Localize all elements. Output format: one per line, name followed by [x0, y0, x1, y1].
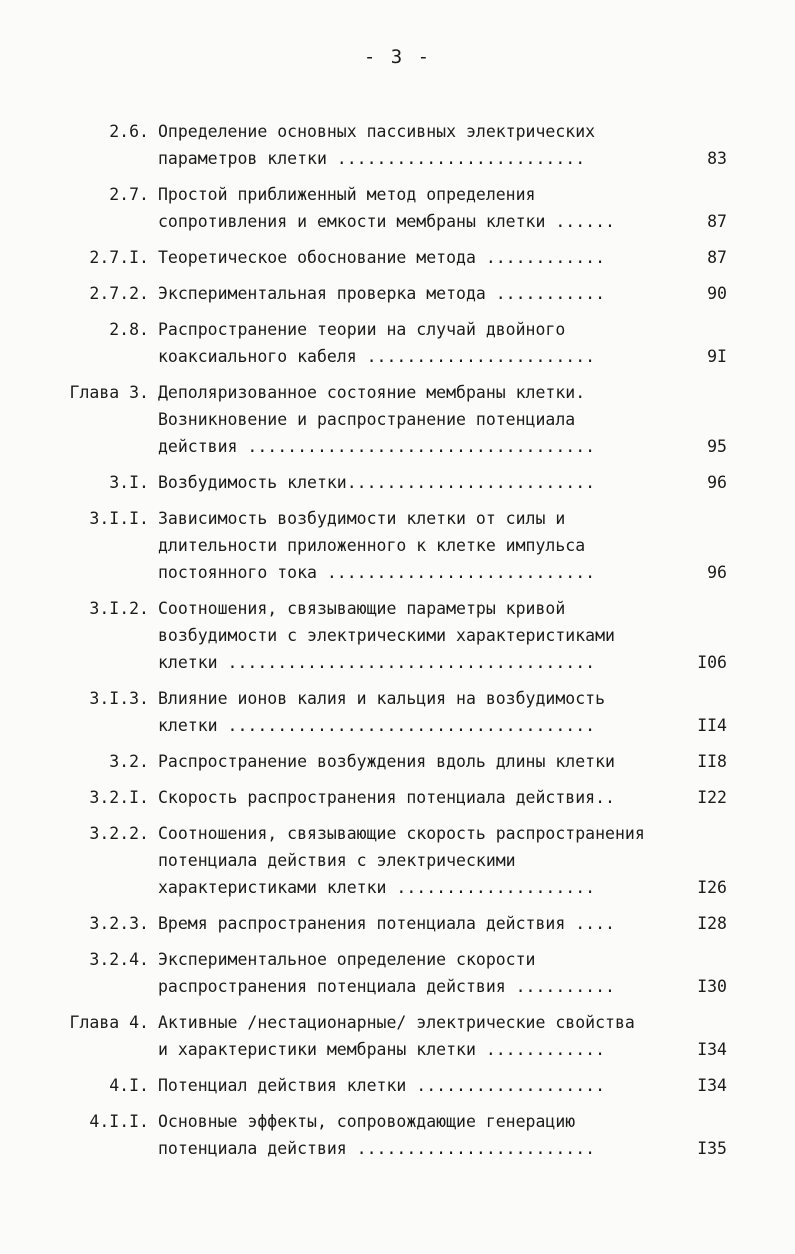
toc-entry-title-line: клетки .....................................	[158, 716, 596, 735]
toc-entry-title-line: длительности приложенного к клетке импульса	[158, 536, 586, 555]
toc-entry	[0, 1108, 795, 1162]
toc-entry-title	[158, 784, 628, 811]
toc-entry-title	[158, 181, 628, 235]
toc-entry-title	[158, 595, 628, 676]
toc-entry-number: 2.7.2.	[89, 284, 149, 303]
toc-entry-title-line: Соотношения, связывающие скорость распространения	[158, 824, 645, 843]
toc-entry	[0, 595, 795, 676]
toc-entry-title	[158, 469, 628, 496]
toc-entry	[0, 316, 795, 370]
toc-entry-page: II4	[697, 716, 727, 735]
toc-entry-number: 3.2.	[109, 752, 149, 771]
toc-entry-title	[158, 946, 628, 1000]
toc-entry-title	[158, 244, 628, 271]
toc-entry-title-line: Экспериментальное определение скорости	[158, 950, 536, 969]
toc-entry-title-line: Влияние ионов калия и кальция на возбудимость	[158, 689, 606, 708]
toc-entry-title-line: Распространение возбуждения вдоль длины клетки	[158, 752, 615, 771]
toc-entry-page: I22	[697, 788, 727, 807]
toc-entry-page: 9I	[707, 347, 727, 366]
toc-entry-page: I30	[697, 977, 727, 996]
toc-entry-number: 3.2.2.	[89, 824, 149, 843]
page-number: - 3 -	[363, 46, 432, 68]
toc-entry	[0, 820, 795, 901]
toc-entry-title-line: Экспериментальная проверка метода ...........	[158, 284, 606, 303]
toc-entry-number: Глава 3.	[69, 383, 149, 402]
toc-entry-title	[158, 505, 628, 586]
toc-entry-number: 3.I.3.	[89, 689, 149, 708]
table-of-contents	[0, 118, 795, 1171]
toc-entry	[0, 244, 795, 271]
toc-entry-title-line: и характеристики мембраны клетки ............	[158, 1040, 606, 1059]
toc-entry-number: 3.I.I.	[89, 509, 149, 528]
toc-entry-page: 87	[707, 212, 727, 231]
toc-entry-title-line: потенциала действия ........................	[158, 1139, 596, 1158]
toc-entry-title	[158, 1108, 628, 1162]
toc-entry-title-line: распространения потенциала действия ..........	[158, 977, 615, 996]
toc-entry-title	[158, 820, 645, 901]
toc-entry-title-line: Распространение теории на случай двойного	[158, 320, 566, 339]
toc-entry-title	[158, 280, 628, 307]
toc-entry-number: Глава 4.	[69, 1013, 149, 1032]
toc-entry-number: 3.I.2.	[89, 599, 149, 618]
toc-entry-page: 90	[707, 284, 727, 303]
toc-entry-title	[158, 316, 628, 370]
toc-entry-title-line: параметров клетки .........................	[158, 149, 586, 168]
toc-entry-number: 2.7.	[109, 185, 149, 204]
toc-entry-title-line: клетки .....................................	[158, 653, 596, 672]
toc-entry-page: I34	[697, 1076, 727, 1095]
toc-entry-title-line: Время распространения потенциала действия ....	[158, 914, 615, 933]
toc-entry-title	[158, 1072, 628, 1099]
toc-entry-page: 83	[707, 149, 727, 168]
toc-entry-number: 2.6.	[109, 122, 149, 141]
toc-entry-number: 2.8.	[109, 320, 149, 339]
toc-entry	[0, 685, 795, 739]
toc-entry-title	[158, 118, 628, 172]
toc-entry-title	[158, 379, 628, 460]
toc-entry	[0, 118, 795, 172]
toc-entry-page: I06	[697, 653, 727, 672]
toc-entry-page: I35	[697, 1139, 727, 1158]
toc-entry-title-line: Основные эффекты, сопровождающие генерацию	[158, 1112, 576, 1131]
toc-entry-title-line: возбудимости с электрическими характеристиками	[158, 626, 615, 645]
toc-entry-title-line: постоянного тока ...........................	[158, 563, 596, 582]
toc-entry-number: 4.I.	[109, 1076, 149, 1095]
toc-entry-title-line: Активные /нестационарные/ электрические свойства	[158, 1013, 635, 1032]
toc-entry-number: 2.7.I.	[89, 248, 149, 267]
toc-entry-number: 3.2.3.	[89, 914, 149, 933]
toc-entry-title-line: коаксиального кабеля .......................	[158, 347, 596, 366]
toc-entry-title-line: сопротивления и емкости мембраны клетки ......	[158, 212, 615, 231]
toc-entry-page: II8	[697, 752, 727, 771]
toc-entry	[0, 505, 795, 586]
toc-entry-title-line: Простой приближенный метод определения	[158, 185, 536, 204]
toc-entry-title-line: Возникновение и распространение потенциала	[158, 410, 576, 429]
toc-entry-title	[158, 1009, 635, 1063]
toc-entry-title-line: Определение основных пассивных электрических	[158, 122, 596, 141]
toc-entry	[0, 784, 795, 811]
toc-entry-number: 3.I.	[109, 473, 149, 492]
toc-entry-title-line: Возбудимость клетки.........................	[158, 473, 596, 492]
toc-entry-title	[158, 748, 628, 775]
toc-entry	[0, 280, 795, 307]
toc-entry-title-line: характеристиками клетки ....................	[158, 878, 596, 897]
toc-entry-number: 4.I.I.	[89, 1112, 149, 1131]
toc-entry-title-line: Деполяризованное состояние мембраны клетки.	[158, 383, 586, 402]
toc-entry	[0, 910, 795, 937]
toc-entry-title-line: Зависимость возбудимости клетки от силы и	[158, 509, 566, 528]
toc-entry-page: 96	[707, 563, 727, 582]
toc-entry-title	[158, 910, 628, 937]
toc-entry-title	[158, 685, 628, 739]
toc-entry-title-line: Теоретическое обоснование метода ............	[158, 248, 606, 267]
toc-entry	[0, 748, 795, 775]
toc-entry-page: I28	[697, 914, 727, 933]
toc-entry-title-line: потенциала действия с электрическими	[158, 851, 516, 870]
toc-entry-page: I34	[697, 1040, 727, 1059]
toc-entry	[0, 1009, 795, 1063]
toc-entry	[0, 469, 795, 496]
toc-entry-page: 96	[707, 473, 727, 492]
toc-entry	[0, 1072, 795, 1099]
toc-entry-title-line: действия ...................................	[158, 437, 596, 456]
toc-entry-page: I26	[697, 878, 727, 897]
toc-entry-page: 87	[707, 248, 727, 267]
toc-entry-title-line: Скорость распространения потенциала действия..	[158, 788, 615, 807]
toc-entry	[0, 379, 795, 460]
toc-entry	[0, 946, 795, 1000]
toc-entry	[0, 181, 795, 235]
toc-entry-title-line: Соотношения, связывающие параметры кривой	[158, 599, 566, 618]
toc-entry-number: 3.2.4.	[89, 950, 149, 969]
toc-entry-page: 95	[707, 437, 727, 456]
toc-entry-title-line: Потенциал действия клетки ...................	[158, 1076, 606, 1095]
toc-entry-number: 3.2.I.	[89, 788, 149, 807]
